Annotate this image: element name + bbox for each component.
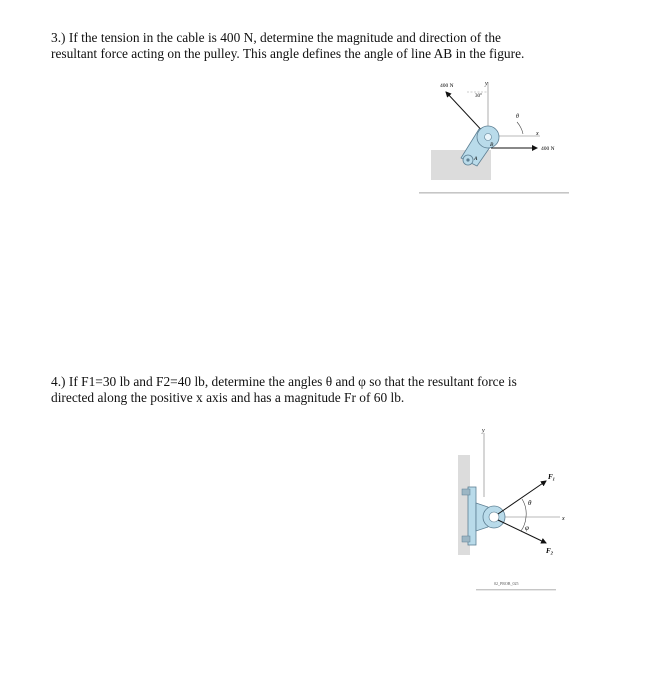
pulley-figure bbox=[415, 78, 575, 198]
label-y-axis: y bbox=[482, 428, 485, 434]
copyright-line bbox=[419, 192, 569, 194]
problem-3-number: 3.) bbox=[51, 30, 66, 45]
label-30-degree: 30° bbox=[475, 94, 482, 99]
theta-arc bbox=[522, 499, 526, 517]
copyright-line bbox=[476, 589, 556, 590]
label-f2 bbox=[546, 547, 554, 556]
problem-3-line-1 bbox=[51, 30, 591, 46]
problem-4-line-1 bbox=[51, 374, 591, 390]
bolt-bottom bbox=[462, 536, 470, 542]
problem-3-text-2: resultant force acting on the pulley. This angle defines the angle of line AB in the figure. bbox=[51, 46, 525, 61]
label-400n-left: 400 N bbox=[440, 83, 454, 89]
force-f1-arrow bbox=[498, 481, 546, 514]
label-y-axis: y bbox=[485, 81, 488, 87]
problem-4-text-1: If F1=30 lb and F2=40 lb, determine the angles θ and φ so that the resultant force is bbox=[68, 374, 517, 389]
force-f2-arrow bbox=[498, 520, 546, 543]
theta-arc bbox=[517, 122, 523, 134]
pulley-diagram bbox=[415, 78, 575, 198]
label-theta: θ bbox=[528, 499, 532, 507]
bracket-diagram bbox=[458, 425, 573, 595]
problem-3-text-1: If the tension in the cable is 400 N, determine the magnitude and direction of the bbox=[68, 30, 501, 45]
label-point-a: A bbox=[474, 156, 478, 162]
label-400n-right: 400 N bbox=[541, 146, 555, 152]
label-f2-sub: 2 bbox=[550, 550, 553, 556]
label-theta: θ bbox=[516, 114, 519, 120]
label-x-axis: x bbox=[562, 516, 565, 522]
pulley-hub bbox=[485, 134, 492, 141]
label-point-b: B bbox=[490, 142, 494, 148]
pin-a-center bbox=[466, 158, 469, 161]
figure-caption: 02_PROB_025 bbox=[494, 581, 519, 586]
bolt-top bbox=[462, 489, 470, 495]
label-f2-main: F bbox=[546, 547, 551, 555]
problem-4-text-2: directed along the positive x axis and has a magnitude Fr of 60 lb. bbox=[51, 390, 405, 405]
label-f1 bbox=[548, 473, 555, 482]
bracket-figure bbox=[458, 425, 573, 595]
problem-3 bbox=[51, 30, 591, 62]
label-phi: φ bbox=[525, 524, 529, 532]
label-f1-main: F bbox=[548, 473, 553, 481]
label-x-axis: x bbox=[536, 131, 539, 137]
problem-4 bbox=[51, 374, 591, 406]
label-f1-sub: 1 bbox=[552, 476, 555, 482]
problem-4-number: 4.) bbox=[51, 374, 66, 389]
bracket-eye-hole bbox=[489, 512, 499, 522]
